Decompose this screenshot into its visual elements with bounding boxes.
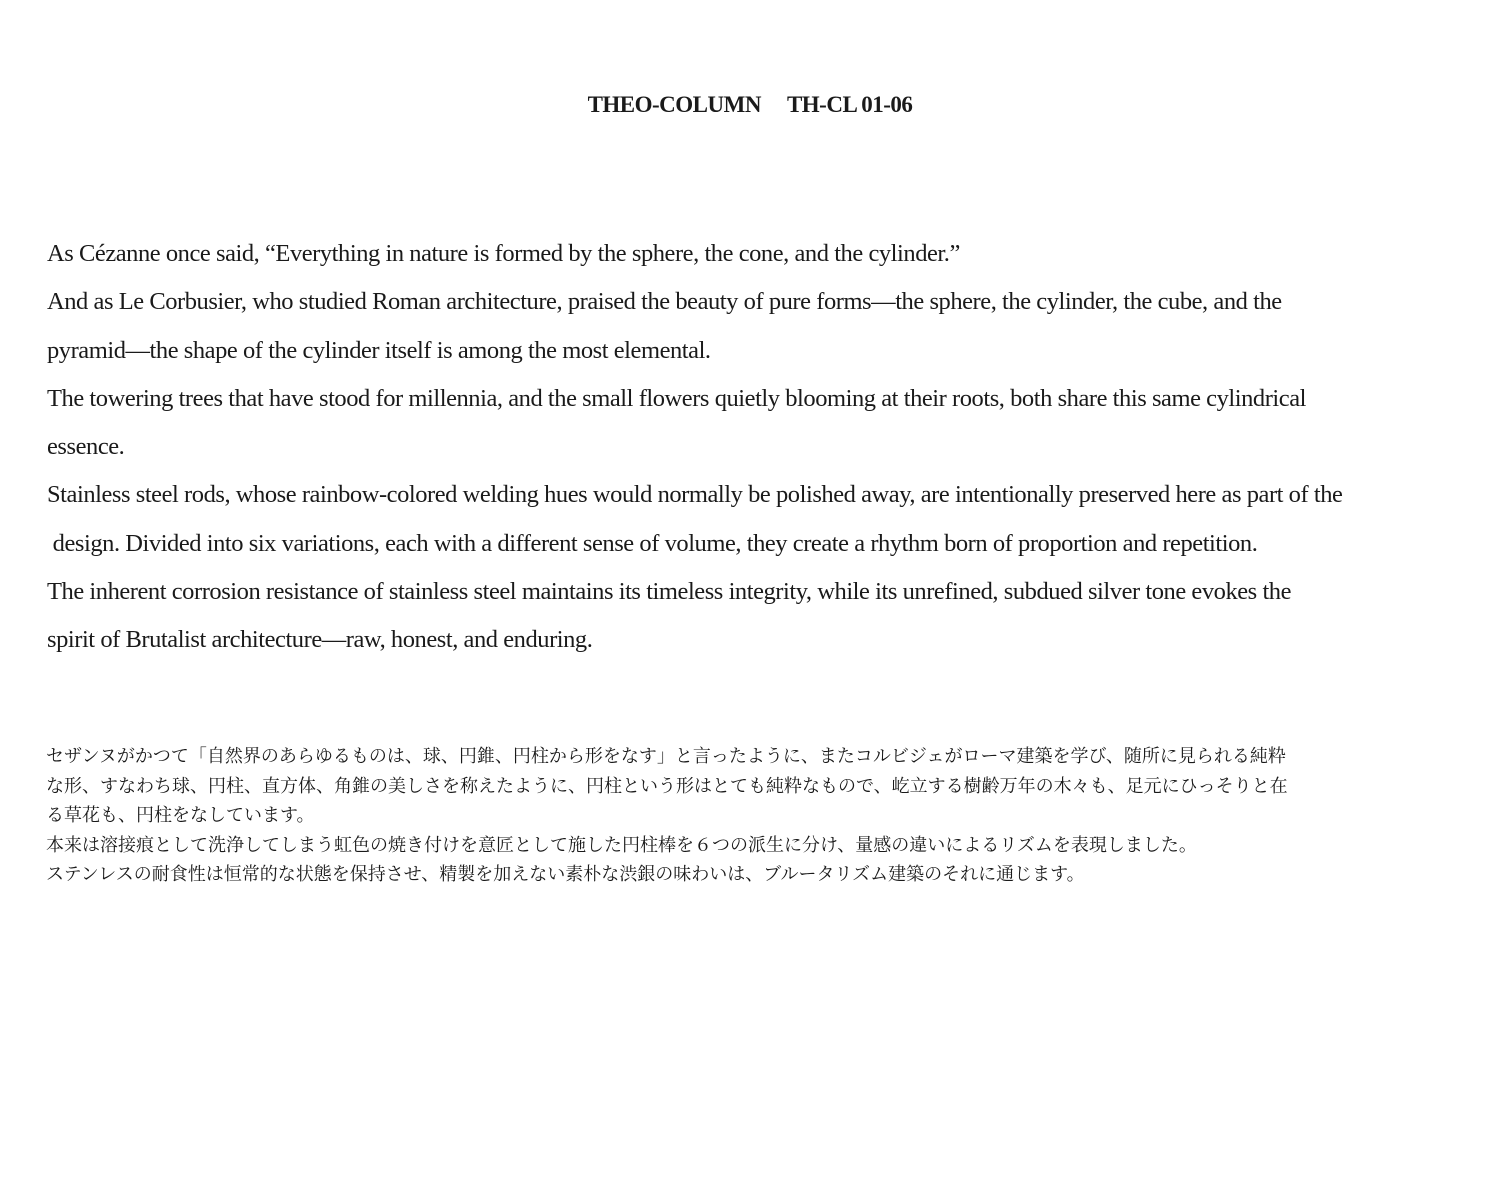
english-line: Stainless steel rods, whose rainbow-colored welding hues would normally be polished away, are intentionally preserved here as part of the (47, 481, 1343, 509)
japanese-line: 本来は溶接痕として洗浄してしまう虹色の焼き付けを意匠として施した円柱棒を６つの派生に分け、量感の違いによるリズムを表現しました。 (46, 834, 1197, 856)
product-name: THEO-COLUMN (587, 92, 761, 117)
english-line: The towering trees that have stood for millennia, and the small flowers quietly blooming at their roots, both share this same cylindrical (47, 384, 1306, 412)
japanese-line: る草花も、円柱をなしています。 (46, 805, 315, 826)
english-line: As Cézanne once said, “Everything in nature is formed by the sphere, the cone, and the cylinder.” (47, 240, 960, 267)
model-code: TH-CL 01-06 (786, 92, 913, 117)
page-title (0, 88, 1500, 122)
english-line: The inherent corrosion resistance of stainless steel maintains its timeless integrity, while its unrefined, subdued silver tone evokes the (47, 578, 1292, 606)
japanese-line: セザンヌがかつて「自然界のあらゆるものは、球、円錐、円柱から形をなす」と言ったように、またコルビジェがローマ建築を学び、随所に見られる純粋 (46, 746, 1286, 767)
english-description (47, 230, 1467, 665)
english-line: spirit of Brutalist architecture—raw, honest, and enduring. (47, 626, 593, 654)
japanese-line: な形、すなわち球、円柱、直方体、角錐の美しさを称えたように、円柱という形はとても純粋なもので、屹立する樹齢万年の木々も、足元にひっそりと在 (46, 775, 1288, 797)
japanese-description (46, 742, 1466, 890)
english-line: And as Le Corbusier, who studied Roman architecture, praised the beauty of pure forms—the sphere, the cylinder, the cube, and the (47, 288, 1282, 316)
english-line: essence. (47, 433, 125, 461)
english-line: pyramid—the shape of the cylinder itself is among the most elemental. (47, 336, 711, 364)
japanese-line: ステンレスの耐食性は恒常的な状態を保持させ、精製を加えない素朴な渋銀の味わいは、ブルータリズム建築のそれに通じます。 (46, 864, 1085, 885)
english-line: design. Divided into six variations, each with a different sense of volume, they create a rhythm born of proportion and repetition. (47, 529, 1258, 557)
